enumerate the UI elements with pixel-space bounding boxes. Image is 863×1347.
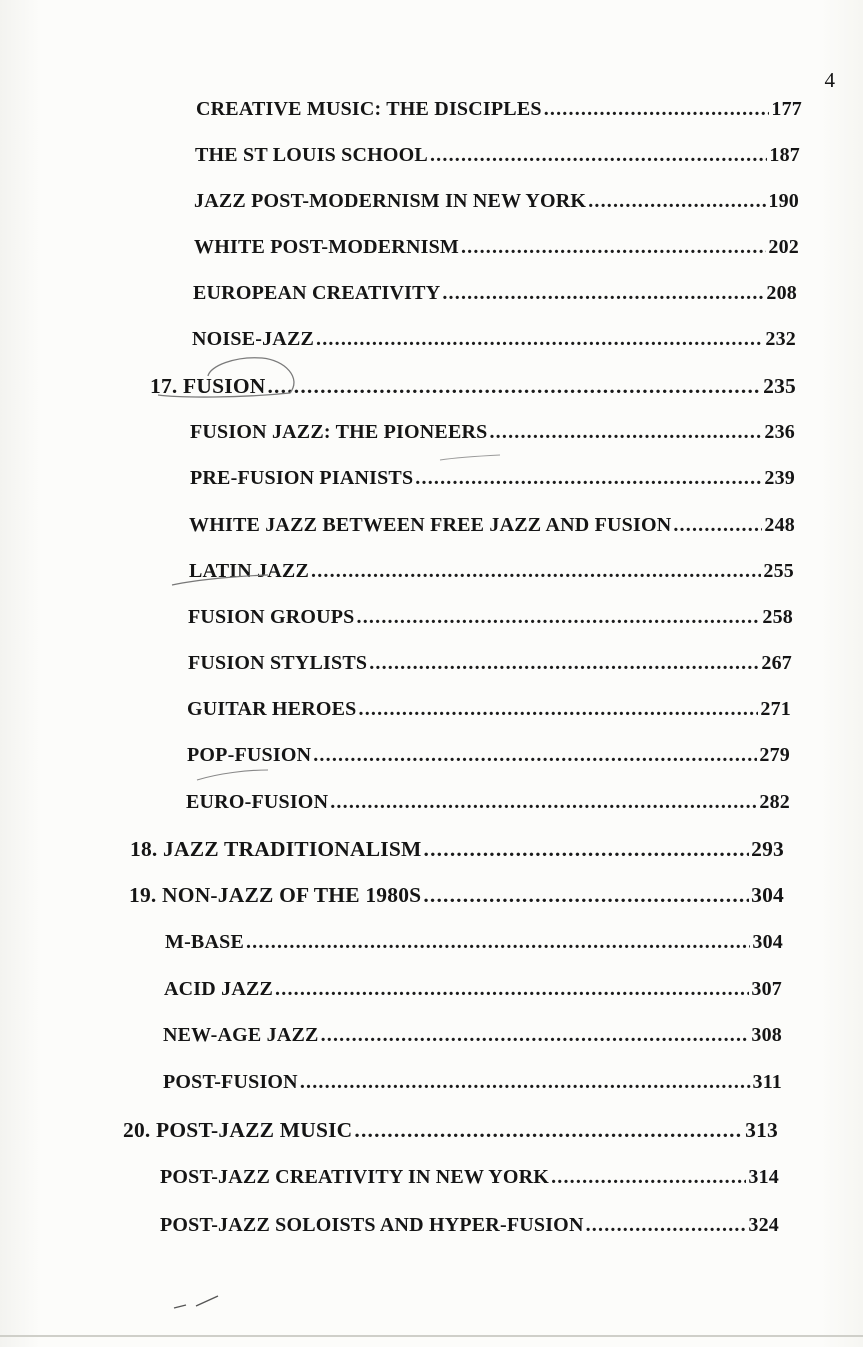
toc-entry-title: NOISE-JAZZ — [192, 328, 315, 350]
toc-dot-leader — [246, 931, 750, 954]
toc-entry — [194, 190, 799, 213]
toc-dot-leader — [461, 236, 766, 259]
toc-entry — [160, 1214, 779, 1237]
toc-entry-page: 311 — [752, 1071, 782, 1093]
toc-entry-title: POP-FUSION — [187, 744, 312, 766]
toc-chapter-entry — [129, 883, 784, 908]
toc-chapter-entry — [150, 374, 796, 399]
page-edge — [0, 1335, 863, 1337]
toc-entry-page: 202 — [768, 236, 799, 258]
toc-entry-title: JAZZ POST-MODERNISM IN NEW YORK — [194, 190, 587, 212]
toc-entry-page: 236 — [764, 421, 795, 443]
toc-dot-leader — [313, 744, 757, 767]
toc-entry-page: 313 — [745, 1118, 778, 1142]
toc-entry-page: 177 — [771, 98, 802, 120]
toc-entry-page: 232 — [765, 328, 796, 350]
toc-dot-leader — [267, 374, 761, 399]
toc-entry-title: PRE-FUSION PIANISTS — [190, 467, 414, 489]
toc-entry-page: 267 — [761, 652, 792, 674]
toc-entry-page: 293 — [751, 837, 784, 861]
toc-entry-page: 324 — [748, 1214, 779, 1236]
toc-entry-title: LATIN JAZZ — [189, 560, 309, 582]
toc-entry-page: 304 — [752, 931, 783, 953]
toc-entry-title: EUROPEAN CREATIVITY — [193, 282, 441, 304]
toc-entry-page: 308 — [751, 1024, 782, 1046]
toc-entry-title: WHITE JAZZ BETWEEN FREE JAZZ AND FUSION — [189, 514, 672, 536]
toc-entry-title: EURO-FUSION — [186, 791, 329, 813]
toc-entry — [188, 652, 792, 675]
toc-chapter-entry — [130, 837, 784, 862]
toc-entry-page: 248 — [764, 514, 795, 536]
toc-entry — [194, 236, 799, 259]
toc-entry — [188, 606, 793, 629]
toc-entry-title: 17. FUSION — [150, 374, 266, 398]
toc-entry-title: WHITE POST-MODERNISM — [194, 236, 459, 258]
toc-entry-page: 258 — [762, 606, 793, 628]
toc-entry-title: FUSION STYLISTS — [188, 652, 368, 674]
toc-entry-page: 208 — [766, 282, 797, 304]
toc-entry — [160, 1166, 779, 1189]
toc-dot-leader — [321, 1024, 750, 1047]
toc-entry — [192, 328, 796, 351]
toc-entry-title: NEW-AGE JAZZ — [163, 1024, 319, 1046]
toc-entry-title: M-BASE — [165, 931, 244, 953]
toc-entry-title: ACID JAZZ — [164, 978, 274, 1000]
toc-entry-page: 255 — [763, 560, 794, 582]
toc-entry-title: FUSION JAZZ: THE PIONEERS — [190, 421, 488, 443]
toc-dot-leader — [275, 978, 749, 1001]
toc-entry-title: 19. NON-JAZZ OF THE 1980S — [129, 883, 422, 907]
toc-entry — [193, 282, 797, 305]
toc-entry-page: 190 — [768, 190, 799, 212]
toc-dot-leader — [354, 1118, 743, 1143]
toc-dot-leader — [442, 282, 764, 305]
toc-dot-leader — [673, 514, 762, 537]
toc-entry-title: 20. POST-JAZZ MUSIC — [123, 1118, 353, 1142]
toc-entry — [189, 514, 795, 537]
toc-entry-page: 282 — [759, 791, 790, 813]
toc-entry — [165, 931, 783, 954]
toc-dot-leader — [424, 837, 750, 862]
toc-entry-title: CREATIVE MUSIC: THE DISCIPLES — [196, 98, 542, 120]
toc-entry-page: 304 — [751, 883, 784, 907]
toc-entry-page: 187 — [769, 144, 800, 166]
toc-chapter-entry — [123, 1118, 778, 1143]
toc-entry — [186, 791, 790, 814]
toc-dot-leader — [359, 698, 759, 721]
toc-entry — [195, 144, 800, 167]
toc-entry-title: THE ST LOUIS SCHOOL — [195, 144, 428, 166]
toc-entry-title: POST-JAZZ SOLOISTS AND HYPER-FUSION — [160, 1214, 584, 1236]
toc-dot-leader — [588, 190, 766, 213]
toc-entry — [190, 421, 795, 444]
toc-dot-leader — [300, 1071, 751, 1094]
toc-entry-page: 239 — [764, 467, 795, 489]
toc-dot-leader — [311, 560, 761, 583]
toc-entry — [164, 978, 782, 1001]
toc-entry-title: 18. JAZZ TRADITIONALISM — [130, 837, 422, 861]
toc-entry — [163, 1024, 782, 1047]
toc-entry-page: 271 — [760, 698, 791, 720]
toc-entry-title: POST-FUSION — [163, 1071, 298, 1093]
toc-entry-title: GUITAR HEROES — [187, 698, 357, 720]
toc-entry — [190, 467, 795, 490]
toc-dot-leader — [489, 421, 762, 444]
toc-entry — [189, 560, 794, 583]
toc-entry-page: 307 — [751, 978, 782, 1000]
toc-dot-leader — [423, 883, 749, 908]
toc-dot-leader — [369, 652, 759, 675]
toc-entry-page: 279 — [759, 744, 790, 766]
toc-entry — [196, 98, 802, 121]
toc-dot-leader — [330, 791, 757, 814]
toc-dot-leader — [430, 144, 767, 167]
toc-dot-leader — [415, 467, 762, 490]
toc-entry-title: POST-JAZZ CREATIVITY IN NEW YORK — [160, 1166, 550, 1188]
toc-dot-leader — [316, 328, 763, 351]
toc-dot-leader — [586, 1214, 747, 1237]
toc-dot-leader — [551, 1166, 746, 1189]
toc-entry-page: 314 — [748, 1166, 779, 1188]
toc-entry — [163, 1071, 782, 1094]
toc-dot-leader — [544, 98, 770, 121]
page-number: 4 — [824, 68, 835, 92]
toc-dot-leader — [357, 606, 761, 629]
toc-entry — [187, 744, 790, 767]
toc-entry-title: FUSION GROUPS — [188, 606, 355, 628]
toc-entry-page: 235 — [763, 374, 796, 398]
toc-entry — [187, 698, 791, 721]
